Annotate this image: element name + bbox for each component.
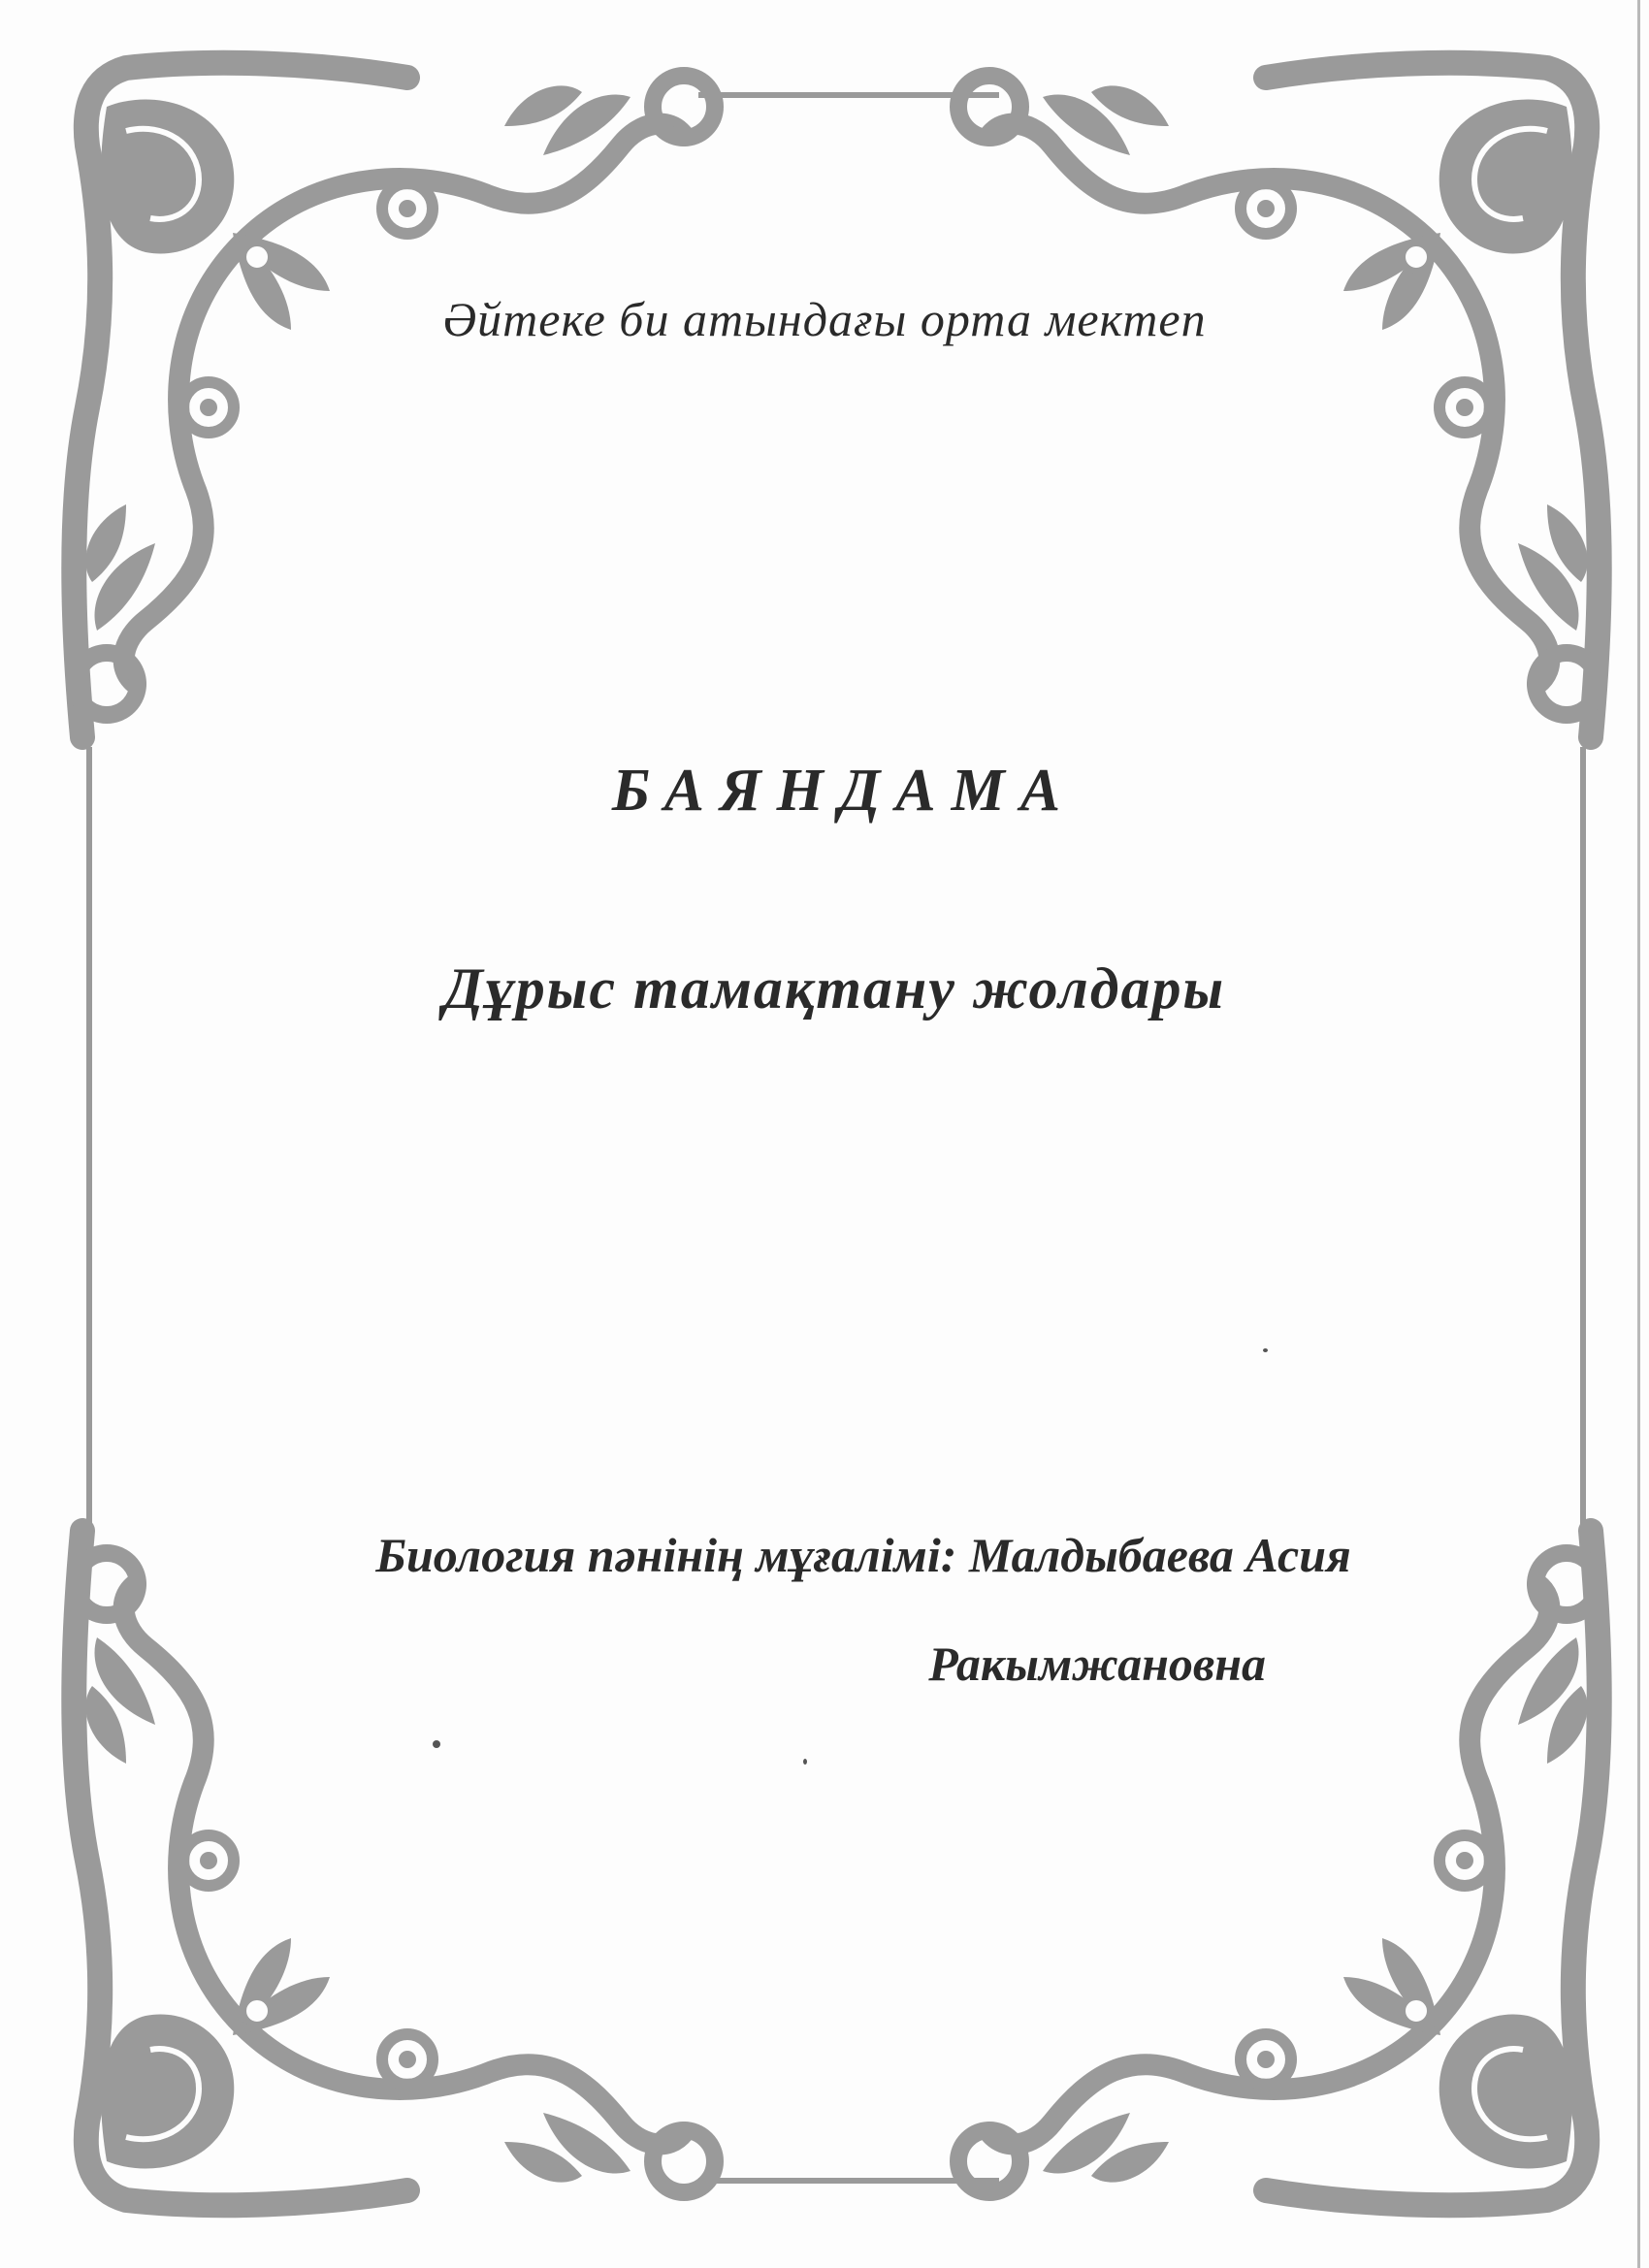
- scan-speck: [433, 1740, 440, 1748]
- scan-speck: [803, 1759, 807, 1765]
- document-title: Дұрыс тамақтану жолдары: [442, 956, 1226, 1021]
- author-patronymic: Ракымжановна: [928, 1636, 1266, 1691]
- author-line: Биология пәнінің мұғалімі: Малдыбаева Асия: [375, 1528, 1351, 1582]
- scan-speck: [1263, 1348, 1268, 1352]
- school-name: Әйтеке би атындағы орта мектеп: [442, 292, 1207, 346]
- document-type-heading: БАЯНДАМА: [611, 758, 1077, 824]
